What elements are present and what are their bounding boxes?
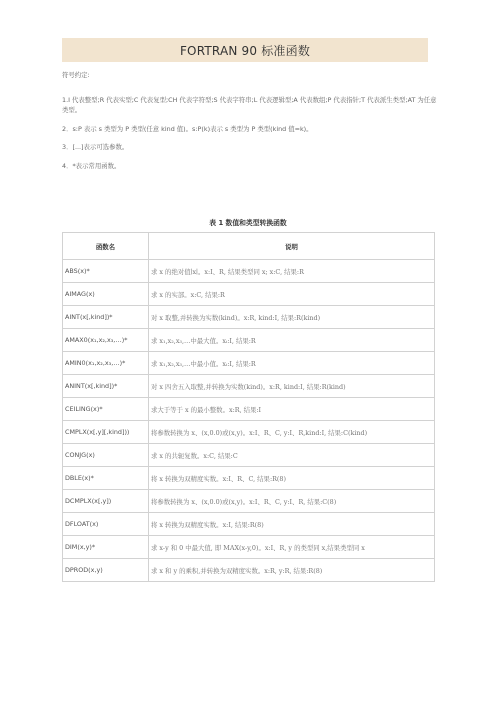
table-row [63, 513, 435, 536]
function-name: ABS(x)* [63, 260, 149, 283]
header-description: 说明 [149, 233, 435, 260]
function-description: 将参数转换为 x、(x,0.0)或(x,y)。x:I、R、C, y:I、R, 结果:C(8) [149, 490, 435, 513]
function-name: DFLOAT(x) [63, 513, 149, 536]
function-name: AINT(x[,kind])* [63, 306, 149, 329]
function-description: 将 x 转换为双精度实数。x:I、R、C, 结果:R(8) [149, 467, 435, 490]
function-name: AIMAG(x) [63, 283, 149, 306]
table-row [63, 329, 435, 352]
function-description: 将 x 转换为双精度实数。x:I, 结果:R(8) [149, 513, 435, 536]
note-2: 2．s:P 表示 s 类型为 P 类型(任意 kind 值)。s:P(k)表示 s 类型为 P 类型(kind 值=k)。 [62, 124, 313, 133]
table-row [63, 260, 435, 283]
table-row [63, 559, 435, 582]
function-name: AMIN0(x₁,x₂,x₃,…)* [63, 352, 149, 375]
table-row [63, 536, 435, 559]
function-table [62, 232, 435, 582]
table-row [63, 352, 435, 375]
page-title: FORTRAN 90 标准函数 [179, 43, 311, 58]
table-row [63, 283, 435, 306]
table-row [63, 490, 435, 513]
function-name: CEILING(x)* [63, 398, 149, 421]
function-description: 对 x 取整,并转换为实数(kind)。x:R, kind:I, 结果:R(kind) [149, 306, 435, 329]
function-name: CMPLX(x[,y][,kind])) [63, 421, 149, 444]
table-header-row [63, 233, 435, 260]
table-row [63, 467, 435, 490]
function-name: ANINT(x[,kind])* [63, 375, 149, 398]
function-description: 求 x₁,x₂,x₃,…中最大值。xᵢ:I, 结果:R [149, 329, 435, 352]
note-0: 符号约定: [62, 71, 90, 79]
function-description: 求 x-y 和 0 中最大值, 即 MAX(x-y,0)。x:I、R, y 的类型同 x,结果类型同 x [149, 536, 435, 559]
function-name: CONJG(x) [63, 444, 149, 467]
function-name: DBLE(x)* [63, 467, 149, 490]
title-banner [62, 38, 428, 62]
function-description: 求 x 和 y 的乘积,并转换为双精度实数。x:R, y:R, 结果:R(8) [149, 559, 435, 582]
function-description: 求 x₁,x₂,x₃,…中最小值。xᵢ:I, 结果:R [149, 352, 435, 375]
header-function-name: 函数名 [63, 233, 149, 260]
table-caption: 表 1 数值和类型转换函数 [209, 219, 287, 227]
function-description: 求 x 的绝对值∣x∣。x:I、R, 结果类型同 x; x:C, 结果:R [149, 260, 435, 283]
function-name: AMAX0(x₁,x₂,x₃,…)* [63, 329, 149, 352]
table-row [63, 444, 435, 467]
note-1: 1.I 代表整型;R 代表实型;C 代表复型;CH 代表字符型;S 代表字符串;L 代表逻辑型;A 代表数组;P 代表指针;T 代表派生类型;AT 为任意类型。 [62, 95, 437, 114]
function-name: DCMPLX(x[,y]) [63, 490, 149, 513]
function-name: DIM(x,y)* [63, 536, 149, 559]
notation-notes [62, 70, 442, 171]
table-row [63, 375, 435, 398]
table-row [63, 306, 435, 329]
function-description: 求 x 的共轭复数。x:C, 结果:C [149, 444, 435, 467]
table-row [63, 398, 435, 421]
function-description: 将参数转换为 x、(x,0.0)或(x,y)。x:I、R、C, y:I、R,kind:I, 结果:C(kind) [149, 421, 435, 444]
function-description: 求大于等于 x 的最小整数。x:R, 结果:I [149, 398, 435, 421]
note-3: 3．[...]表示可选参数。 [62, 143, 129, 151]
table-row [63, 421, 435, 444]
function-name: DPROD(x,y) [63, 559, 149, 582]
function-description: 对 x 四舍五入取整,并转换为实数(kind)。x:R, kind:I, 结果:R(kind) [149, 375, 435, 398]
note-4: 4．*表示常用函数。 [62, 161, 121, 170]
function-description: 求 x 的实部。x:C, 结果:R [149, 283, 435, 306]
